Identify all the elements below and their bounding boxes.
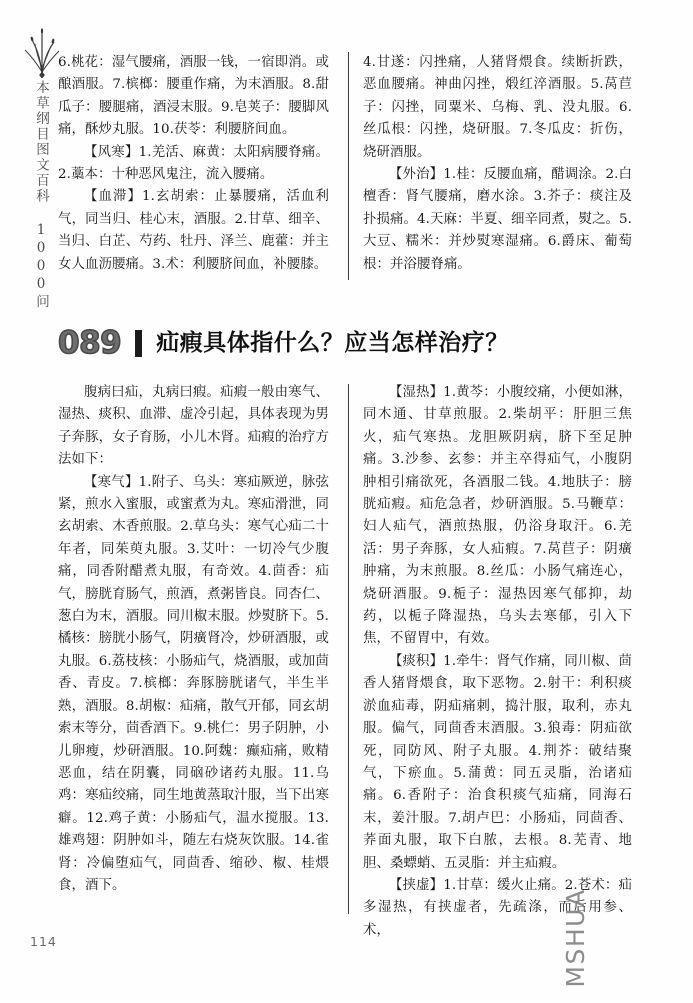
column-divider bbox=[348, 52, 349, 280]
section-heading bbox=[58, 322, 658, 364]
bottom-right-column bbox=[345, 382, 632, 942]
section-number: 089 bbox=[58, 324, 122, 361]
paragraph: 【外治】1.桂：反腰血痛，醋调涂。2.白檀香：肾气腰痛，磨水涂。3.芥子：痰注及扑损痛。4.天麻：半夏、细辛同煮，熨之。5.大豆、糯米：并炒熨寒湿痛。6.爵床、葡萄根：并浴腰脊痛。 bbox=[363, 167, 632, 272]
bottom-left-column bbox=[58, 382, 345, 942]
paragraph: 【寒气】1.附子、乌头：寒疝厥逆，脉弦紧，煎水入蜜服，或蜜煮为丸。寒疝滑泄，同玄胡索、木香煎服。2.草乌头：寒气心疝二十年者，同茱萸丸服。3.艾叶：一切冷气少腹痛，同香附醋煮丸服，有奇效。4.茴香：疝气，膀胱育肠气，煎酒，煮粥皆良。同杏仁、葱白为末，酒服。同川椒末服。炒熨脐下。5.橘核：膀胱小肠气，阴癀肾冷，炒研酒服，或丸服。6.荔枝核：小肠疝气，烧酒服，或加茴香、青皮。7.槟榔：奔豚膀胱诸气，半生半熟，酒服。8.胡椒：疝痛，散气开郁，同玄胡索末等分，茴香酒下。9.桃仁：男子阴肿，小儿卵瘦，炒研酒服。10.阿魏：癫疝痛，败精恶血，结在阴囊，同硇砂诸药丸服。11.乌鸡：寒疝绞痛，同生地黄蒸取汁服，当下出寒癖。12.鸡子黄：小肠疝气，温水搅服。13.雄鸡翅：阴肿如斗，随左右烧灰饮服。14.雀肾：冷偏堕疝气，同茴香、缩砂、椒、桂煨食，酒下。 bbox=[58, 474, 329, 893]
page-number: 114 bbox=[30, 934, 57, 949]
top-text-block bbox=[58, 52, 664, 276]
running-head-title: 本草纲目图文百科 1000问 bbox=[33, 80, 49, 310]
vertical-bar-icon bbox=[135, 330, 142, 357]
column-divider bbox=[348, 384, 349, 914]
paragraph: 【血滞】1.玄胡索：止暴腰痛，活血利气，同当归、桂心末，酒服。2.甘草、细辛、当归、白芷、芍药、牡丹、泽兰、鹿藿：并主女人血沥腰痛。3.术：利腰脐间血，补腰膝。 bbox=[58, 189, 329, 272]
paragraph: 6.桃花：湿气腰痛，酒服一钱，一宿即消。或酿酒服。7.槟榔：腰重作痛，为末酒服。8.甜瓜子：腰腿痛，酒浸末服。9.皂荚子：腰脚风痛，酥炒丸服。10.茯苓：利腰脐间血。 bbox=[58, 55, 329, 138]
paragraph: 【痰积】1.牵牛：肾气作痛，同川椒、茴香人猪肾煨食，取下恶物。2.射干：利积痰淤血疝毒，阴疝痛刺，捣汁服，取利，赤丸服。偏气，同茴香末酒服。3.狼毒：阴疝欲死，同防风、附子丸服。4.荆芥：破结聚气，下瘀血。5.蒲黄：同五灵脂，治诸疝痛。6.香附子：治食积痰气疝痛，同海石末，姜汁服。7.胡卢巴：小肠疝，同茴香、荞面丸服，取下白脓，去根。8.芜青、地胆、桑螵蛸、五灵脂：并主疝瘕。 bbox=[363, 653, 632, 871]
paragraph: 【风寒】1.羌活、麻黄：太阳病腰脊痛。2.藁本：十种恶风鬼注，流入腰痛。 bbox=[58, 144, 329, 183]
paragraph: 腹病曰疝，丸病曰瘕。疝瘕一般由寒气、湿热、痰积、血滞、虚冷引起，具体表现为男子奔豚，女子育肠，小儿木肾。疝瘕的治疗方法如下： bbox=[58, 385, 329, 468]
top-right-column bbox=[345, 52, 632, 276]
top-left-column bbox=[58, 52, 345, 276]
watermark bbox=[561, 858, 691, 988]
orchid-plant-illustration bbox=[22, 22, 62, 78]
paragraph: 【湿热】1.黄芩：小腹绞痛，小便如淋，同木通、甘草煎服。2.柴胡平：肝胆三焦火，疝气寒热。龙胆厥阴病，脐下至足肿痛。3.沙参、玄参：并主卒得疝气，小腹阴肿相引痛欲死，各酒服二钱。4.地肤子：膀胱疝瘕。疝危急者，炒研酒服。5.马鞭草：妇人疝气，酒煎热服，仍浴身取汗。6.羌活：男子奔豚，女人疝瘕。7.莴苣子：阴癀肿痛，为末煎服。8.丝瓜：小肠气痛连心，烧研酒服。9.栀子：湿热因寒气郁抑，劫药，以栀子降湿热，乌头去寒郁，引入下焦，不留胃中，有效。 bbox=[363, 385, 632, 647]
bottom-text-block bbox=[58, 382, 664, 942]
paragraph: 4.甘遂：闪挫痛，人猪肾煨食。续断折跌，恶血腰痛。神曲闪挫，煅红淬酒服。5.莴苣子：闪挫，同粟米、乌梅、乳、没丸服。6.丝瓜根：闪挫，烧研服。7.冬瓜皮：折伤，烧研酒服。 bbox=[363, 55, 632, 160]
watermark-label: MSHUA bbox=[561, 888, 590, 988]
section-title: 疝瘕具体指什么？应当怎样治疗？ bbox=[156, 329, 509, 356]
paragraph: 【挟虚】1.甘草：缓火止痛。2.苍术：疝多湿热，有挟虚者，先疏涤，而后用参、术， bbox=[363, 877, 632, 938]
